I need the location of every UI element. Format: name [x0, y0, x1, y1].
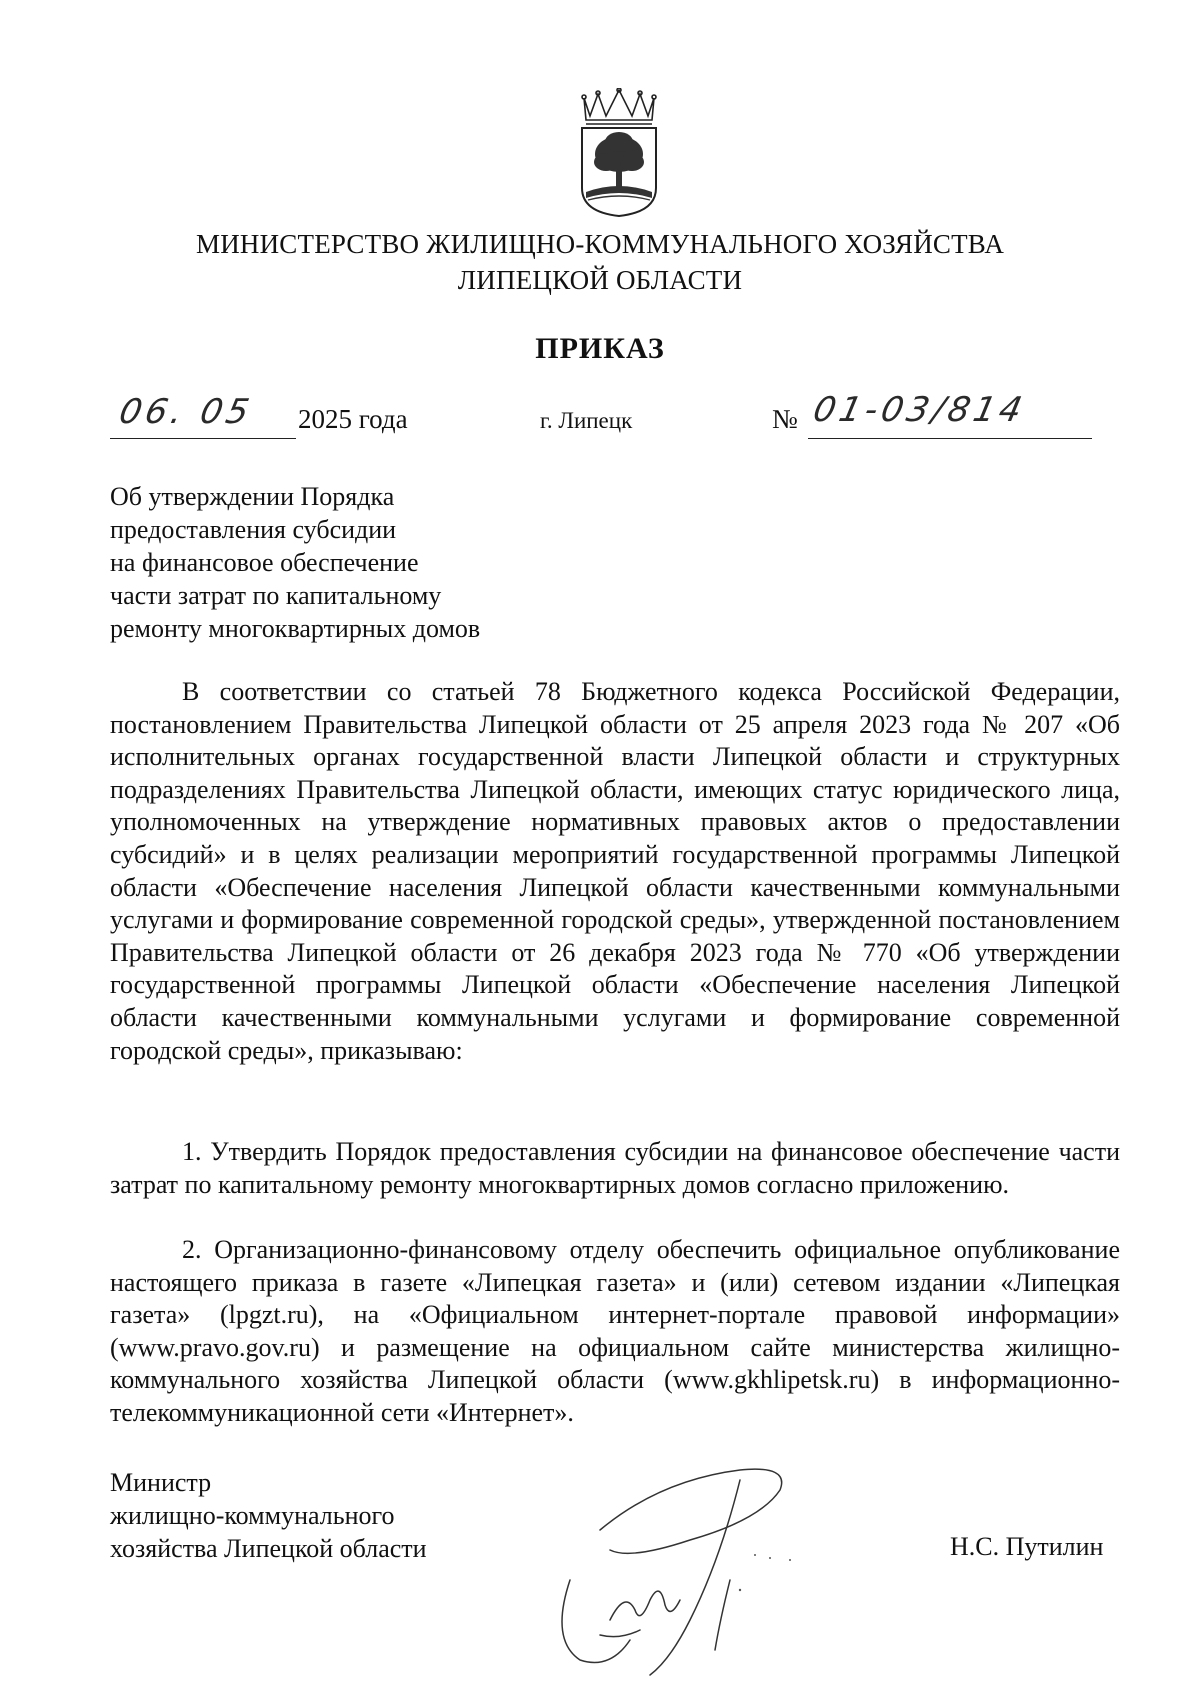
handwritten-signature	[540, 1440, 840, 1680]
handwritten-date: 06. 05	[115, 392, 257, 432]
number-underline	[808, 438, 1092, 439]
signatory-position-line: Министр	[110, 1468, 212, 1497]
date-underline	[110, 438, 296, 439]
preamble-paragraph: В соответствии со статьей 78 Бюджетного кодекса Российской Федерации, постановлением Правительства Липецкой области от 25 апреля 2023 года № 207 «Об исполнительных органах государственной власти Липецкой области и структурных подразделениях Правительства Липецкой области, имеющих статус юридического лица, уполномоченных на утверждение нормативных правовых актов о предоставлении субсидий» и в целях реализации мероприятий государственной программы Липецкой области «Обеспечение населения Липецкой области качественными коммунальными услугами и формирование современной городской среды», утвержденной постановлением Правительства Липецкой области от 26 декабря 2023 года № 770 «Об утверждении государственной программы Липецкой области «Обеспечение населения Липецкой области качественными коммунальными услугами и формирование современной городской среды», приказываю:	[110, 677, 1120, 1065]
subject-line: ремонту многоквартирных домов	[110, 614, 481, 643]
handwritten-number: 01-03/814	[809, 390, 1030, 430]
signatory-position	[110, 1466, 427, 1565]
document-year: 2025 года	[298, 404, 408, 434]
order-item-1: 1. Утвердить Порядок предоставления субсидии на финансовое обеспечение части затрат по капитальному ремонту многоквартирных домов согласно приложению.	[110, 1137, 1120, 1199]
subject-line: предоставления субсидии	[110, 515, 397, 544]
subject-line: части затрат по капитальному	[110, 581, 442, 610]
subject-line: на финансовое обеспечение	[110, 548, 419, 577]
order-item-2: 2. Организационно-финансовому отделу обеспечить официальное опубликование настоящего приказа в газете «Липецкая газета» и (или) сетевом издании «Липецкая газета» (lpgzt.ru), на «Официальном интернет-портале правовой информации» (www.pravo.gov.ru) и размещение на официальном сайте министерства жилищно-коммунального хозяйства Липецкой области (www.gkhlipetsk.ru) в информационно-телекоммуникационной сети «Интернет».	[110, 1235, 1120, 1427]
signatory-name: Н.С. Путилин	[950, 1532, 1104, 1561]
ministry-name-line-1: МИНИСТЕРСТВО ЖИЛИЩНО-КОММУНАЛЬНОГО ХОЗЯЙСТВА	[195, 229, 1005, 259]
ministry-name-line-2: ЛИПЕЦКОЙ ОБЛАСТИ	[457, 265, 743, 295]
number-sign: №	[772, 404, 798, 434]
subject-line: Об утверждении Порядка	[110, 482, 395, 511]
coat-of-arms-icon	[572, 88, 666, 218]
signatory-position-line: хозяйства Липецкой области	[110, 1534, 427, 1563]
document-subject	[110, 480, 570, 645]
document-type: ПРИКАЗ	[535, 332, 665, 365]
document-city: г. Липецк	[540, 408, 633, 433]
signatory-position-line: жилищно-коммунального	[110, 1501, 395, 1530]
